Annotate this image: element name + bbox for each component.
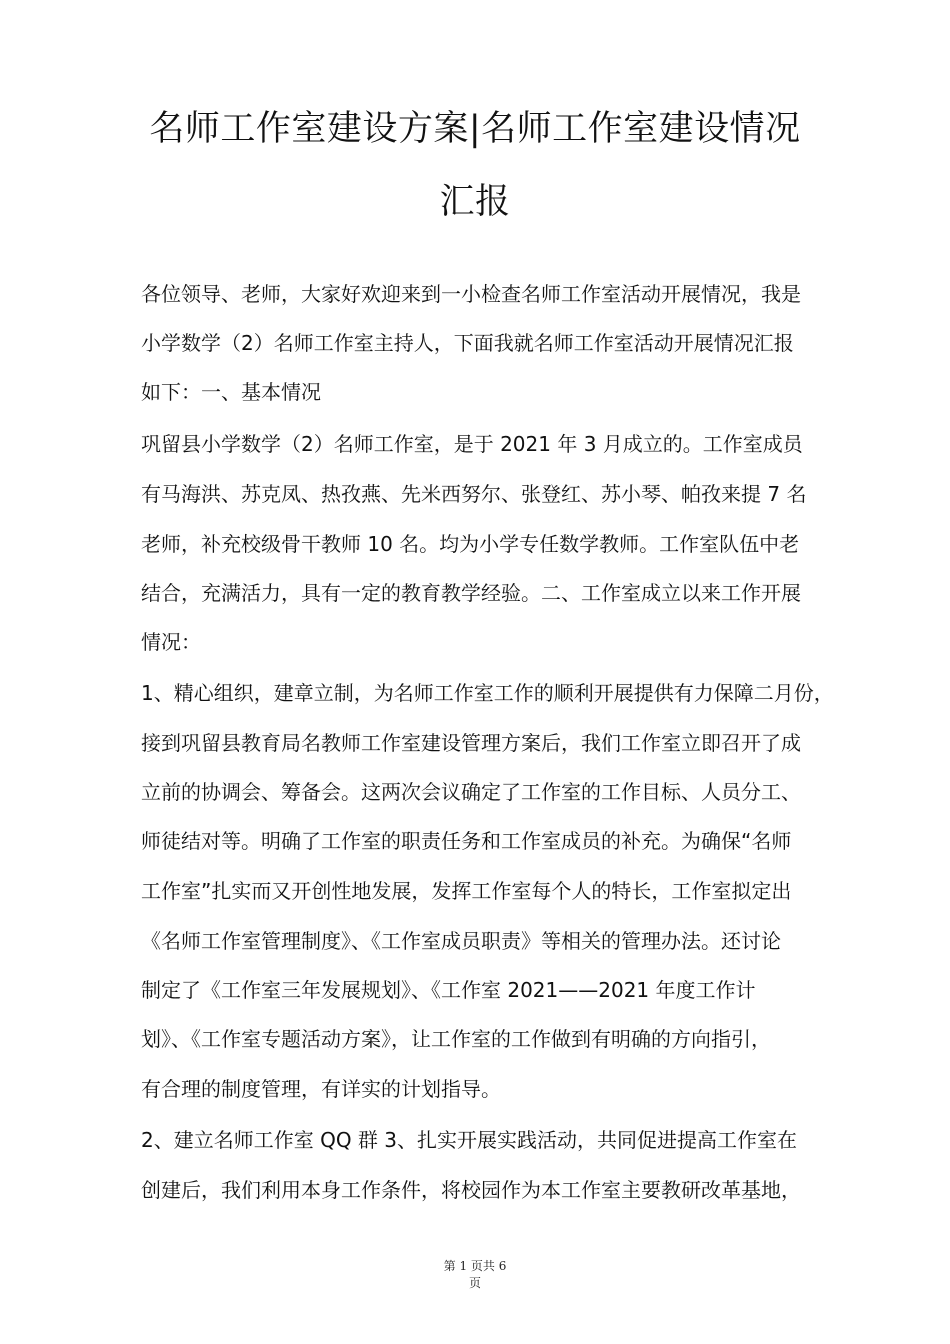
body-line: 划》、《工作室专题活动方案》，让工作室的工作做到有明确的方向指引， xyxy=(141,1027,771,1051)
body-line: 巩留县小学数学（2）名师工作室，是于 2021 年 3 月成立的。工作室成员 xyxy=(141,432,803,456)
body-line: 情况： xyxy=(141,630,201,654)
body-line: 《名师工作室管理制度》、《工作室成员职责》等相关的管理办法。还讨论 xyxy=(141,929,781,953)
body-line: 2、建立名师工作室 QQ 群 3、扎实开展实践活动，共同促进提高工作室在 xyxy=(141,1128,798,1152)
page-number-continued: 页 xyxy=(468,1276,481,1290)
body-line: 立前的协调会、筹备会。这两次会议确定了工作室的工作目标、人员分工、 xyxy=(141,780,801,804)
page-number: 第 1 页共 6 xyxy=(443,1259,507,1273)
body-line: 师徒结对等。明确了工作室的职责任务和工作室成员的补充。为确保“名师 xyxy=(141,829,792,853)
body-line: 工作室”扎实而又开创性地发展，发挥工作室每个人的特长，工作室拟定出 xyxy=(141,879,792,903)
body-line: 接到巩留县教育局名教师工作室建设管理方案后，我们工作室立即召开了成 xyxy=(141,731,801,755)
body-line: 结合，充满活力，具有一定的教育教学经验。二、工作室成立以来工作开展 xyxy=(141,581,801,605)
document-title: 名师工作室建设方案|名师工作室建设情况 xyxy=(149,109,801,149)
body-line: 老师，补充校级骨干教师 10 名。均为小学专任数学教师。工作室队伍中老 xyxy=(141,532,800,556)
document-title-continued: 汇报 xyxy=(439,182,511,222)
body-line: 有马海洪、苏克凤、热孜燕、先米西努尔、张登红、苏小琴、帕孜来提 7 名 xyxy=(141,482,807,506)
body-line: 创建后，我们利用本身工作条件，将校园作为本工作室主要教研改革基地， xyxy=(141,1178,801,1202)
body-line: 小学数学（2）名师工作室主持人，下面我就名师工作室活动开展情况汇报 xyxy=(141,331,794,355)
body-line: 各位领导、老师，大家好欢迎来到一小检查名师工作室活动开展情况，我是 xyxy=(141,282,801,306)
body-line: 制定了《工作室三年发展规划》、《工作室 2021——2021 年度工作计 xyxy=(141,978,756,1002)
body-line: 有合理的制度管理，有详实的计划指导。 xyxy=(141,1077,501,1101)
body-line: 1、精心组织，建章立制，为名师工作室工作的顺利开展提供有力保障二月份， xyxy=(141,681,834,705)
body-line: 如下：一、基本情况 xyxy=(141,380,321,404)
